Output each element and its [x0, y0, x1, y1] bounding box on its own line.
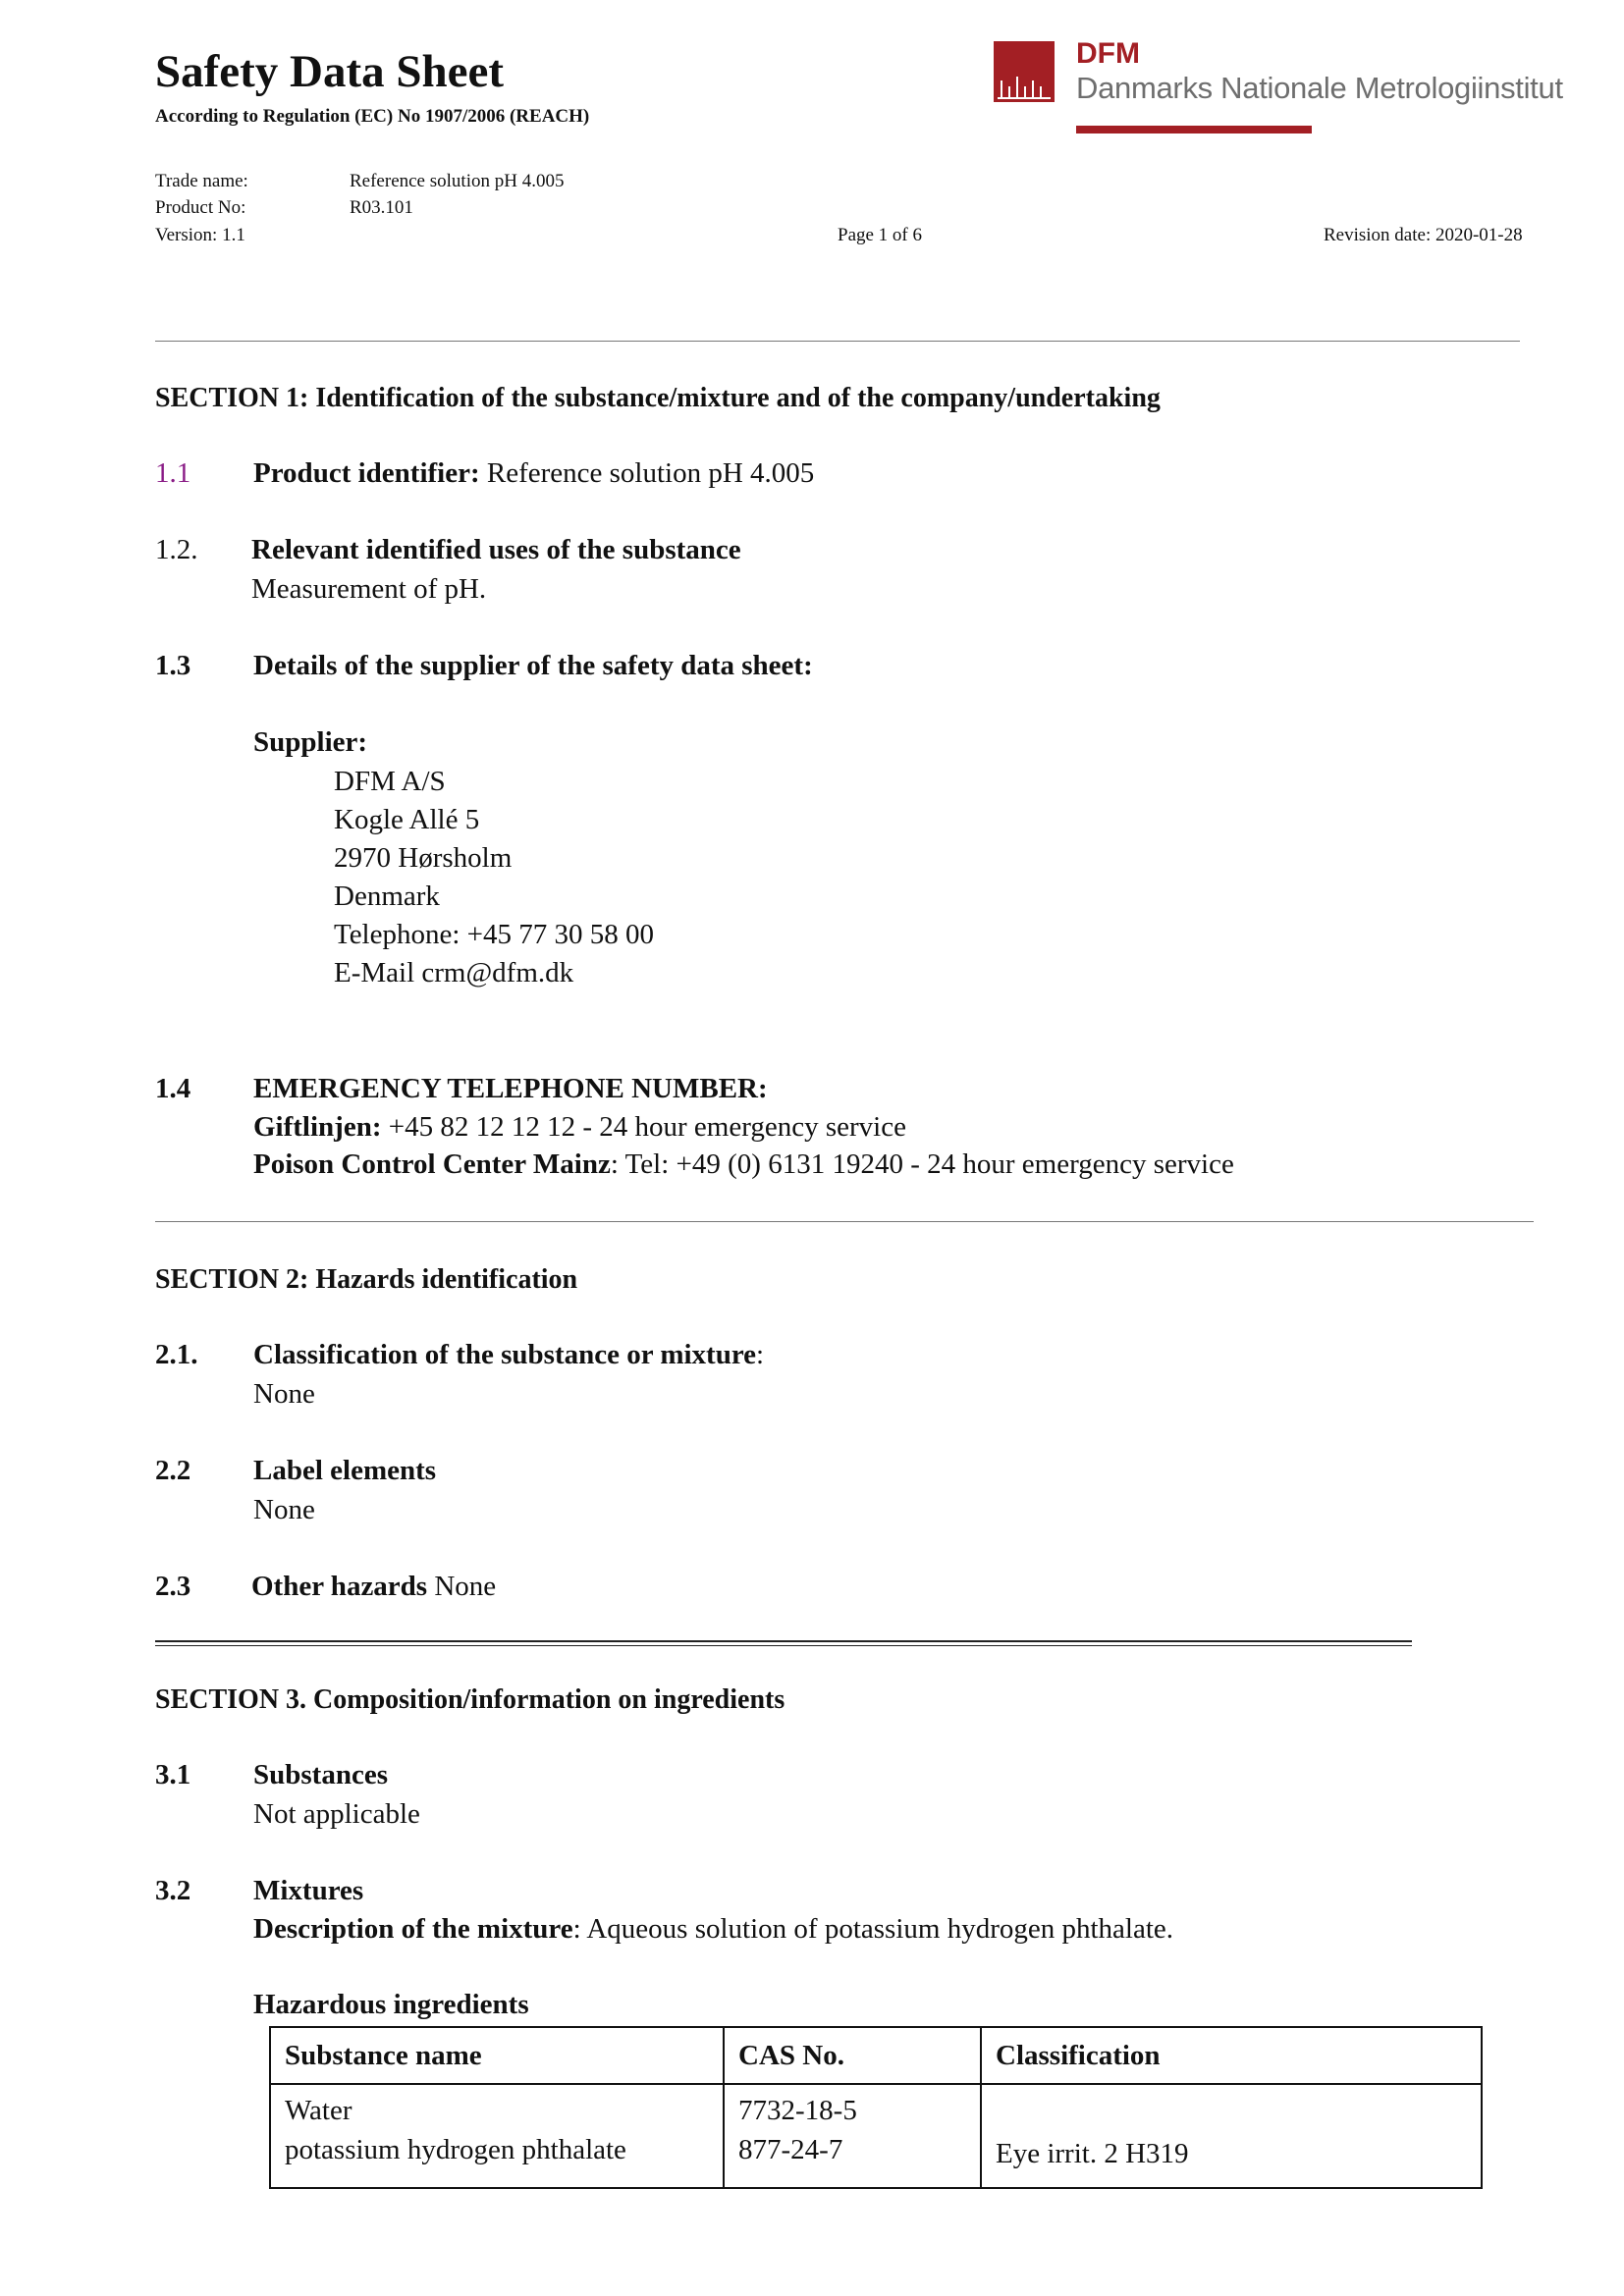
substance-cell: [270, 2084, 724, 2188]
mixture-description-value: : Aqueous solution of potassium hydrogen phthalate.: [572, 1913, 1174, 1945]
header-substance-name: Substance name: [270, 2027, 724, 2084]
section-1-heading: SECTION 1: Identification of the substance/mixture and of the company/undertaking: [155, 383, 1161, 413]
s2-3-value: None: [427, 1571, 497, 1602]
s3-2-number: 3.2: [155, 1875, 191, 1906]
s2-2-label: Label elements: [253, 1455, 437, 1486]
supplier-street: Kogle Allé 5: [334, 804, 480, 835]
s1-4-number: 1.4: [155, 1073, 191, 1104]
revision-date: Revision date: 2020-01-28: [1324, 225, 1523, 245]
s1-3-number: 1.3: [155, 650, 191, 681]
giftlinjen-label: Giftlinjen:: [253, 1111, 382, 1143]
classification-water: [996, 2095, 1467, 2134]
s1-1-value: Reference solution pH 4.005: [479, 457, 815, 489]
substance-water: Water: [285, 2095, 352, 2126]
logo-abbreviation: DFM: [1076, 37, 1140, 70]
s3-2-label: Mixtures: [253, 1875, 364, 1906]
supplier-company: DFM A/S: [334, 766, 446, 797]
substance-khp: potassium hydrogen phthalate: [285, 2134, 626, 2165]
document-title: Safety Data Sheet: [155, 46, 505, 97]
dfm-logo-icon: [994, 41, 1055, 102]
logo-underline: [1076, 126, 1312, 133]
giftlinjen-value: +45 82 12 12 12 - 24 hour emergency service: [381, 1111, 906, 1143]
s2-3-number: 2.3: [155, 1571, 191, 1602]
s1-1-number: 1.1: [155, 457, 191, 489]
mixture-description-label: Description of the mixture: [253, 1913, 573, 1945]
s3-1-number: 3.1: [155, 1759, 191, 1790]
mixture-description: [253, 1913, 1173, 1946]
supplier-email: E-Mail crm@dfm.dk: [334, 957, 574, 988]
s2-2-value: None: [253, 1494, 315, 1525]
hazardous-ingredients-label: Hazardous ingredients: [253, 1989, 529, 2020]
product-no-value: R03.101: [350, 197, 413, 218]
cas-water: 7732-18-5: [738, 2095, 857, 2126]
s1-1-text: [253, 457, 814, 490]
mainz-label: Poison Control Center Mainz: [253, 1148, 611, 1180]
supplier-country: Denmark: [334, 881, 440, 912]
classification-cell: [981, 2084, 1482, 2188]
mainz-value: : Tel: +49 (0) 6131 19240 - 24 hour emergency service: [610, 1148, 1234, 1180]
cas-khp: 877-24-7: [738, 2134, 843, 2165]
s3-1-label: Substances: [253, 1759, 388, 1790]
classification-khp: Eye irrit. 2 H319: [996, 2138, 1189, 2169]
s1-1-label: Product identifier:: [253, 457, 480, 489]
s1-2-number: 1.2.: [155, 534, 198, 565]
s2-2-number: 2.2: [155, 1455, 191, 1486]
supplier-city: 2970 Hørsholm: [334, 842, 513, 874]
section-1-divider: [155, 1221, 1534, 1222]
supplier-telephone: Telephone: +45 77 30 58 00: [334, 919, 655, 950]
s2-1-number: 2.1.: [155, 1339, 198, 1370]
header-classification: Classification: [981, 2027, 1482, 2084]
s1-4-label: EMERGENCY TELEPHONE NUMBER:: [253, 1073, 768, 1104]
section-2-divider: [155, 1640, 1412, 1646]
s2-1-colon: :: [756, 1339, 765, 1370]
s2-1-text: [253, 1339, 764, 1371]
s1-2-value: Measurement of pH.: [251, 573, 487, 605]
s2-3-text: [251, 1571, 496, 1603]
version: Version: 1.1: [155, 225, 245, 245]
trade-name-label: Trade name:: [155, 171, 248, 191]
section-2-heading: SECTION 2: Hazards identification: [155, 1264, 578, 1295]
hazardous-ingredients-table: [269, 2026, 1483, 2189]
supplier-label: Supplier:: [253, 726, 368, 758]
s2-3-label: Other hazards: [251, 1571, 428, 1602]
s2-1-label: Classification of the substance or mixture: [253, 1339, 757, 1370]
emergency-giftlinjen: [253, 1111, 906, 1144]
s1-2-label: Relevant identified uses of the substance: [251, 534, 741, 565]
page-number: Page 1 of 6: [838, 225, 923, 245]
logo-institute-name: Danmarks Nationale Metrologiinstitut: [1076, 71, 1563, 105]
s2-1-value: None: [253, 1378, 315, 1410]
trade-name-value: Reference solution pH 4.005: [350, 171, 565, 191]
header-divider: [155, 341, 1520, 342]
table-row: [270, 2084, 1482, 2188]
regulation-subtitle: According to Regulation (EC) No 1907/2006 (REACH): [155, 106, 590, 127]
s1-3-label: Details of the supplier of the safety data sheet:: [253, 650, 813, 681]
table-header-row: [270, 2027, 1482, 2084]
section-3-heading: SECTION 3. Composition/information on ingredients: [155, 1684, 785, 1715]
emergency-mainz: [253, 1148, 1234, 1181]
product-no-label: Product No:: [155, 197, 246, 218]
cas-cell: [724, 2084, 981, 2188]
s3-1-value: Not applicable: [253, 1798, 420, 1830]
header-cas-no: CAS No.: [724, 2027, 981, 2084]
